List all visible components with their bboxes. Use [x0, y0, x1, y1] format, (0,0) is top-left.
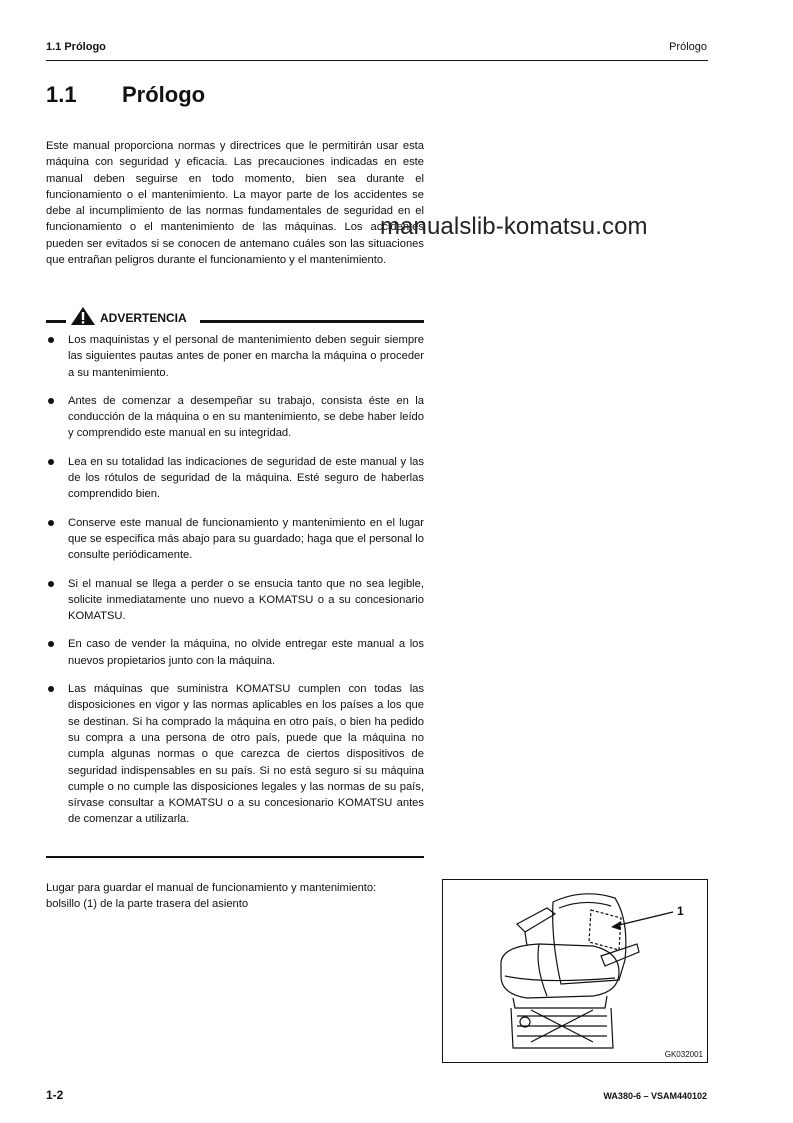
storage-location-text	[46, 880, 426, 912]
bullet-icon	[48, 459, 54, 465]
document-code: WA380-6 – VSAM440102	[603, 1091, 707, 1101]
warning-list	[46, 332, 424, 840]
running-header-title: Prólogo	[669, 41, 707, 53]
header-divider	[46, 60, 708, 61]
bullet-icon	[48, 641, 54, 647]
bullet-icon	[48, 686, 54, 692]
section-number: 1.1	[46, 82, 77, 107]
watermark-text: manualslib-komatsu.com	[380, 213, 648, 240]
page-number: 1-2	[46, 1088, 64, 1102]
warning-item: Conserve este manual de funcionamiento y mantenimiento en el lugar que se especifica más abajo para su guardado; haga que el personal lo consulte periódicamente.	[46, 515, 424, 564]
intro-paragraph: Este manual proporciona normas y directrices que le permitirán usar esta máquina con seguridad y eficacia. Las precauciones indicadas en este manual deben seguirse en todo momento, bien sea durante el funcionamiento o el mantenimiento. La mayor parte de los accidentes se debe al incumplimiento de las normas fundamentales de seguridad en el funcionamiento o el mantenimiento de las máquinas. Los accidentes pueden ser evitados si se conocen de antemano cuáles son las situaciones que entrañan peligros durante el funcionamiento y el mantenimiento.	[46, 140, 424, 267]
seat-figure	[442, 879, 708, 1063]
bullet-icon	[48, 337, 54, 343]
warning-item: Lea en su totalidad las indicaciones de seguridad de este manual y las de los rótulos de seguridad de la máquina. Esté seguro de haberlas comprendido bien.	[46, 454, 424, 503]
callout-label: 1	[677, 904, 684, 918]
storage-label: Lugar para guardar el manual de funcionamiento y mantenimiento:	[46, 882, 377, 894]
section-title: Prólogo	[122, 82, 206, 107]
warning-item: En caso de vender la máquina, no olvide entregar este manual a los nuevos propietarios junto con la máquina.	[46, 636, 424, 669]
warning-rule-left	[46, 320, 66, 323]
warning-item: Si el manual se llega a perder o se ensucia tanto que no sea legible, solicite inmediatamente uno nuevo a KOMATSU o a su concesionario KOMATSU.	[46, 576, 424, 625]
page-title	[46, 82, 205, 108]
storage-location: bolsillo (1) de la parte trasera del asiento	[46, 898, 249, 910]
warning-label: ADVERTENCIA	[100, 310, 187, 325]
warning-item: Las máquinas que suministra KOMATSU cumplen con todas las disposiciones en vigor y las normas aplicables en los países a los que se destinan. Si ha comprado la máquina en otro país, o bien ha pedido su compra a una persona de otro país, puede que la máquina no cumpla algunas normas o que carezca de ciertos dispositivos de seguridad indispensables en su país. Si no está seguro si su máquina cumple o no cumple las disposiciones legales y las normas de su país, sírvase consultar a KOMATSU o a su concesionario KOMATSU antes de comenzar a utilizarla.	[46, 681, 424, 828]
warning-item: Antes de comenzar a desempeñar su trabajo, consista éste en la conducción de la máquina o en su mantenimiento, se debe haber leído y comprendido este manual en su integridad.	[46, 393, 424, 442]
warning-triangle-icon	[70, 306, 96, 329]
bullet-icon	[48, 520, 54, 526]
warning-rule-right	[200, 320, 424, 323]
warning-end-rule	[46, 856, 424, 858]
bullet-icon	[48, 581, 54, 587]
operator-seat-illustration	[443, 880, 707, 1062]
running-header-section: 1.1 Prólogo	[46, 41, 106, 53]
bullet-icon	[48, 398, 54, 404]
warning-item: Los maquinistas y el personal de mantenimiento deben seguir siempre las siguientes pautas antes de poner en marcha la máquina o proceder a su mantenimiento.	[46, 332, 424, 381]
warning-header	[70, 306, 187, 329]
figure-code: GK032001	[664, 1050, 703, 1059]
